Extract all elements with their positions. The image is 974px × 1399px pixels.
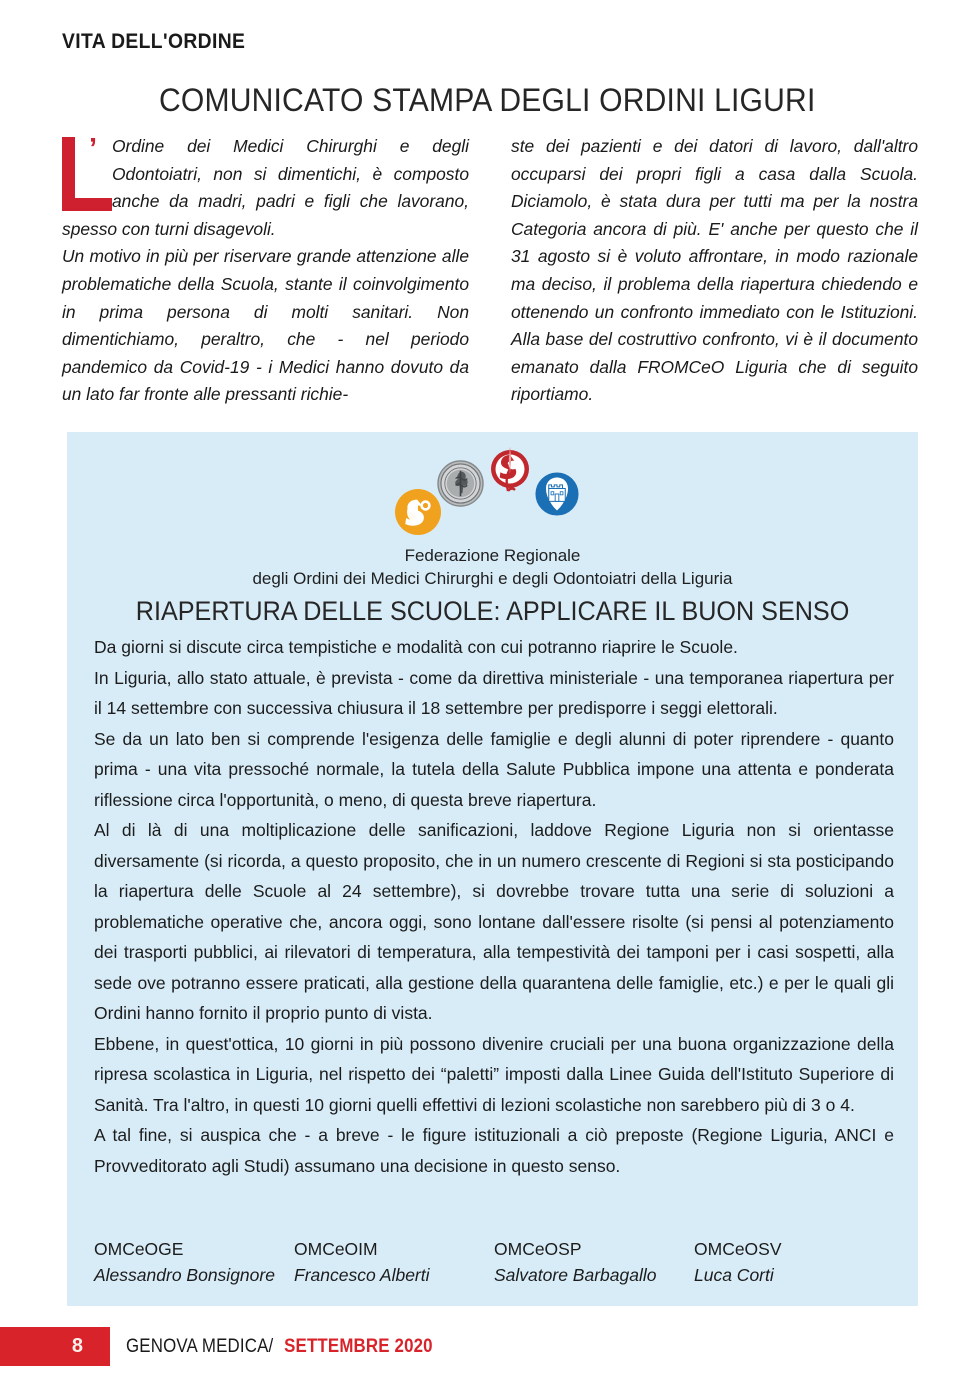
panel-section-title-text: RIAPERTURA DELLE SCUOLE: APPLICARE IL BUON SENSO [135,596,850,626]
apostrophe-mark: ’ [89,133,98,165]
signature-person: Francesco Alberti [294,1265,430,1285]
document-panel [67,432,918,1306]
page-title [0,82,974,119]
body-paragraph: In Liguria, allo stato attuale, è prevista - come da direttiva ministeriale - una temporanea riapertura per il 14 settembre con successiva chiusura il 18 settembre per predisporre i seggi elettorali. [94,667,894,718]
intro-right-paragraph: ste dei pazienti e dei datori di lavoro, dall'altro occuparsi dei propri figli a casa dalla Scuola. Diciamolo, è stata dura per tutti ma per la nostra Categoria ancora di più. E' anche per questo che il 31 agosto si è voluto affrontare, in modo razionale ma deciso, il problema della riapertura chiedendo e ottenendo un confronto immediato con le Istituzioni. Alla base del costruttivo confronto, vi è il documento emanato dalla FROMCeO Liguria che di seguito riportiamo. [511,136,918,405]
intro-right-column [511,133,918,409]
intro-left-column [62,133,469,409]
signature-person: Salvatore Barbagallo [494,1265,657,1285]
footer-publication-name: GENOVA MEDICA/ [126,1335,274,1357]
page-number: 8 [71,1335,83,1357]
signature-order: OMCeOSP [494,1239,582,1259]
medallion-seal-icon [437,460,484,507]
panel-section-title [67,596,918,627]
fnomceo-logo-icon [394,488,442,536]
logo-row [67,440,918,545]
signature-order: OMCeOSV [694,1239,782,1259]
signature-block [494,1237,694,1289]
federation-name [67,544,918,590]
federation-line-1: Federazione Regionale [404,546,581,565]
page-title-text: COMUNICATO STAMPA DEGLI ORDINI LIGURI [158,82,816,118]
signature-order: OMCeOGE [94,1239,184,1259]
footer-issue-date: SETTEMBRE 2020 [284,1335,434,1357]
dropcap-paragraph [62,133,469,243]
federation-line-2: degli Ordini dei Medici Chirurghi e degli Odontoiatri della Liguria [252,569,733,588]
signature-person: Luca Corti [694,1265,774,1285]
signature-block [294,1237,494,1289]
signature-block [694,1237,894,1289]
signature-row [94,1237,894,1289]
intro-lead-text: Ordine dei Medici Chirurghi e degli Odontoiatri, non si dimentichi, è composto anche da madri, padri e figli che lavorano, spesso con turni disagevoli. [62,136,469,239]
body-paragraph: A tal fine, si auspica che - a breve - le figure istituzionali a ciò preposte (Regione Liguria, ANCI e Provveditorato agli Studi) assumano una decisione in questo senso. [94,1125,894,1176]
intro-left-paragraph: Un motivo in più per riservare grande attenzione alle problematiche della Scuola, stante il coinvolgimento in prima persona di molti sanitari. Non dimentichiamo, peraltro, che - nel periodo pandemico da Covid-19 - i Medici hanno dovuto da un lato far fronte alle pressanti richie- [62,246,469,405]
signature-person: Alessandro Bonsignore [94,1265,275,1285]
panel-body [94,632,894,1181]
dropcap-letter-l [62,133,106,211]
body-paragraph: Al di là di una moltiplicazione delle sanificazioni, laddove Regione Liguria non si orientasse diversamente (si ricorda, a questo proposito, che in un numero crescente di Regioni si sta posticipando la riapertura delle Scuole al 24 settembre), si dovrebbe trovare tutta una serie di soluzioni a problematiche operative che, ancora oggi, sono lontane dall'essere risolte (si pensi al potenziamento dei trasporti pubblici, ai rilevatori di temperatura, alla tempestività dei tamponi per i casi sospetti, alla sede ove potranno essere praticati, alla gestione della quarantena delle famiglie, etc.) e per le quali gli Ordini hanno fornito il proprio punto di vista. [94,820,894,1023]
signature-block [94,1237,294,1289]
body-paragraph: Se da un lato ben si comprende l'esigenza delle famiglie e degli alunni di poter riprendere - quanto prima - una vita pressoché normale, la tutela della Salute Pubblica impone una attenta e ponderata riflessione circa l'opportunità, o meno, di questa breve riapertura. [94,728,894,810]
intro-columns [62,133,918,409]
red-emblem-icon [486,445,534,499]
body-paragraph: Da giorni si discute circa tempistiche e modalità con cui potranno riaprire le Scuole. [94,637,738,657]
section-kicker: VITA DELL'ORDINE [62,30,246,53]
blue-tower-icon [535,472,579,516]
signature-order: OMCeOIM [294,1239,378,1259]
footer-publication [126,1327,468,1366]
body-paragraph: Ebbene, in quest'ottica, 10 giorni in più possono divenire cruciali per una buona organizzazione della ripresa scolastica in Liguria, nel rispetto dei “paletti” imposti dalla Linee Guida dell'Istituto Superiore di Sanità. Tra l'altro, in questi 10 giorni quelli effettivi di lezioni scolastiche non sarebbero più di 3 o 4. [94,1033,894,1115]
